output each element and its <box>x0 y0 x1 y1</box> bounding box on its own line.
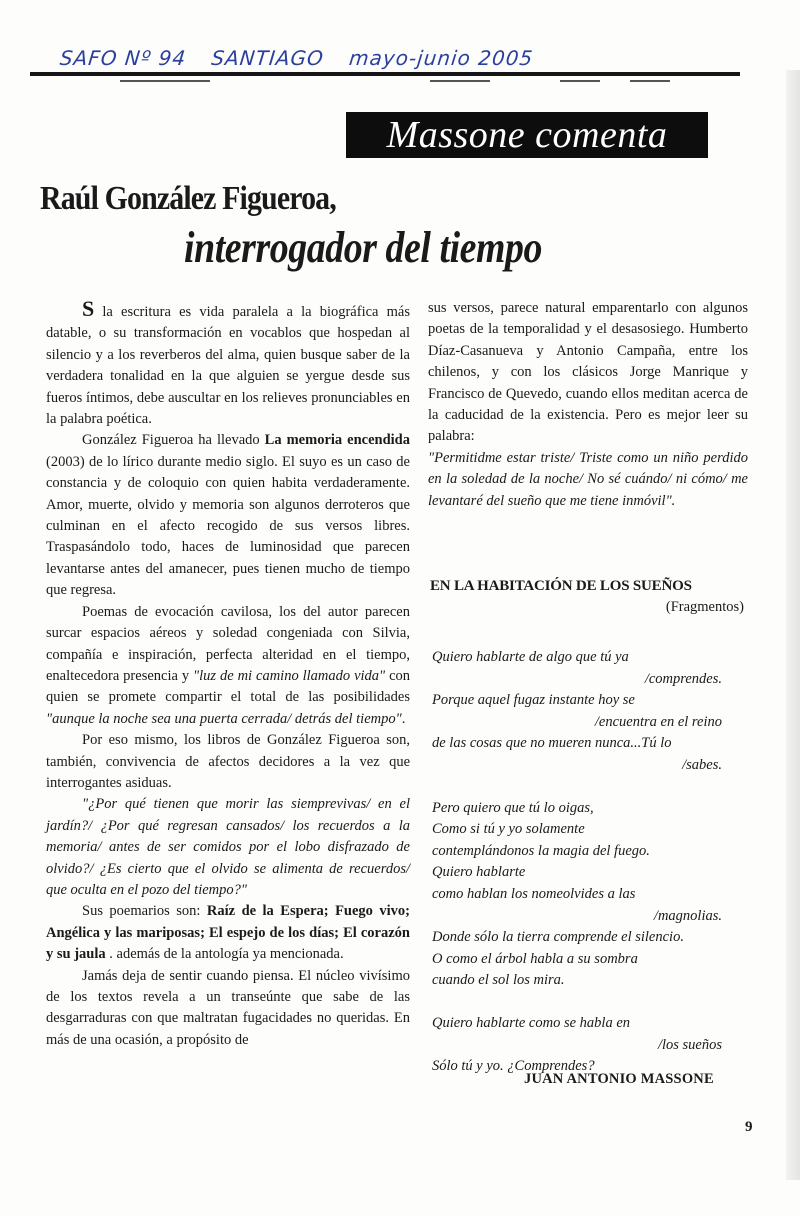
article-column-right <box>428 298 748 512</box>
poem-subtitle: (Fragmentos) <box>665 599 744 615</box>
paragraph: sus versos, parece natural emparentarlo con algunos poetas de la temporalidad y el desasosiego. Humberto Díaz-Casanueva y Antonio Campaña, entre los chilenos, y con los clásicos Jorge Manrique y Francisco de Quevedo, cuando ellos meditan acerca de la caducidad de la existencia. Pero es mejor leer su palabra: <box>428 300 748 445</box>
block-quote: "Permitidme estar triste/ Triste como un niño perdido en la soledad de la noche/ No sé cuándo/ ni cómo/ me levantaré del sueño que me tiene inmóvil". <box>428 449 748 509</box>
poem-line-continuation: /encuentra en el reino <box>594 713 722 730</box>
poem-line: de las cosas que no mueren nunca...Tú lo <box>432 735 672 752</box>
drop-cap: S <box>82 296 95 321</box>
poem-line: Como si tú y yo solamente <box>432 821 585 838</box>
book-title: La memoria encendida <box>264 432 410 449</box>
header-rule-dash <box>630 80 670 82</box>
article-column-left <box>46 298 410 1051</box>
author-signature: JUAN ANTONIO MASSONE <box>524 1071 714 1087</box>
block-quote: "¿Por qué tienen que morir las siemprevivas/ en el jardín?/ ¿Por qué regresan cansados/ los recuerdos a la memoria/ antes de ser comidos por el lobo disfrazado de olvido?/ ¿Es cierto que el olvido se alimenta de recuerdos/ que oculta en el pozo del tiempo?" <box>46 796 410 898</box>
paragraph: Por eso mismo, los libros de González Figueroa son, también, convivencia de afectos decidores a la vez que interrogantes asiduas. <box>46 732 410 791</box>
handwritten-annotation <box>59 46 553 70</box>
paragraph: Poemas de evocación cavilosa, los del autor parecen surcar espacios aéreos y soledad congeniada con Silvia, compañía e inspiración, perfecta alteridad en el tiempo, enaltecedora presencia y "luz de mi camino llamado vida" con quien se promete compartir el total de las posibilidades "aunque la noche sea una puerta cerrada/ detrás del tiempo". <box>46 603 411 727</box>
poem-line: Sólo tú y yo. ¿Comprendes? <box>432 1058 595 1075</box>
poem-line: Donde sólo la tierra comprende el silencio. <box>432 929 684 946</box>
article-subtitle: interrogador del tiempo <box>184 223 543 272</box>
handwritten-city: SANTIAGO <box>210 46 326 70</box>
handwritten-publication: SAFO Nº 94 <box>58 46 188 70</box>
poem-line: Pero quiero que tú lo oigas, <box>432 799 594 816</box>
poem-line: Quiero hablarte de algo que tú ya <box>432 649 629 665</box>
header-rule <box>30 72 740 76</box>
poem-line: Quiero hablarte como se habla en <box>432 1014 631 1031</box>
handwritten-date: mayo-junio 2005 <box>348 46 535 70</box>
poem-line-continuation: /comprendes. <box>644 670 722 687</box>
poem-line: contemplándonos la magia del fuego. <box>432 842 650 859</box>
header-rule-dash <box>430 80 490 82</box>
poem-line: cuando el sol los mira. <box>432 972 565 989</box>
inline-quote: "aunque la noche sea una puerta cerrada/ detrás del tiempo" <box>46 710 402 727</box>
poem-line: Porque aquel fugaz instante hoy se <box>432 692 635 709</box>
article-title: Raúl González Figueroa, <box>40 180 336 217</box>
stanza-break <box>432 777 732 798</box>
poem-line: como hablan los nomeolvides a las <box>432 885 636 902</box>
page-edge-shadow <box>786 70 800 1180</box>
inline-quote: "luz de mi camino llamado vida" <box>193 667 386 684</box>
paragraph: Jamás deja de sentir cuando piensa. El núcleo vivísimo de los textos revela a un transeúnte que sabe de las desgarraduras con que maltratan fugacidades no queridas. En más de una ocasión, a propósito de <box>46 967 410 1048</box>
header-rule-dash <box>120 80 210 82</box>
paragraph: Sus poemarios son: Raíz de la Espera; Fuego vivo; Angélica y las mariposas; El espejo de los días; El corazón y su jaula . además de la antología ya mencionada. <box>46 903 410 963</box>
poem-line-continuation: /sabes. <box>682 756 722 773</box>
paragraph: S la escritura es vida paralela a la biográfica más datable, o su transformación en vocablos que hospedan al silencio y a los reverberos del alma, quien busque saber de la verdadera tonalidad en la que alguien se yergue desde sus fueros íntimos, debe auscultar en los relieves pronunciables en la palabra poética. <box>46 296 410 428</box>
book-titles: Raíz de la Espera; Fuego vivo; Angélica y las mariposas; El espejo de los días; El corazón y su jaula <box>46 903 410 963</box>
poem-line-continuation: /magnolias. <box>653 907 722 924</box>
poem-body <box>432 647 732 1078</box>
header-rule-dash <box>560 80 600 82</box>
paragraph: González Figueroa ha llevado La memoria encendida (2003) de lo lírico durante medio siglo. El suyo es un caso de constancia y de coloquio con quien habita verdaderamente. Amor, muerte, olvido y memoria son algunos derroteros que culminan en el afecto recogido de sus versos libres. Traspasándolo todo, haces de luminosidad que parecen levantarse antes del amanecer, pues tienen mucho de tiempo que regresa. <box>46 432 410 599</box>
poem-title: EN LA HABITACIÓN DE LOS SUEÑOS <box>430 578 692 594</box>
poem-line-continuation: /los sueños <box>657 1036 722 1053</box>
page-number: 9 <box>745 1119 753 1135</box>
poem-line: Quiero hablarte <box>432 864 526 881</box>
poem-line: O como el árbol habla a su sombra <box>432 950 638 967</box>
stanza-break <box>432 992 732 1013</box>
section-label: Massone comenta <box>346 112 708 158</box>
